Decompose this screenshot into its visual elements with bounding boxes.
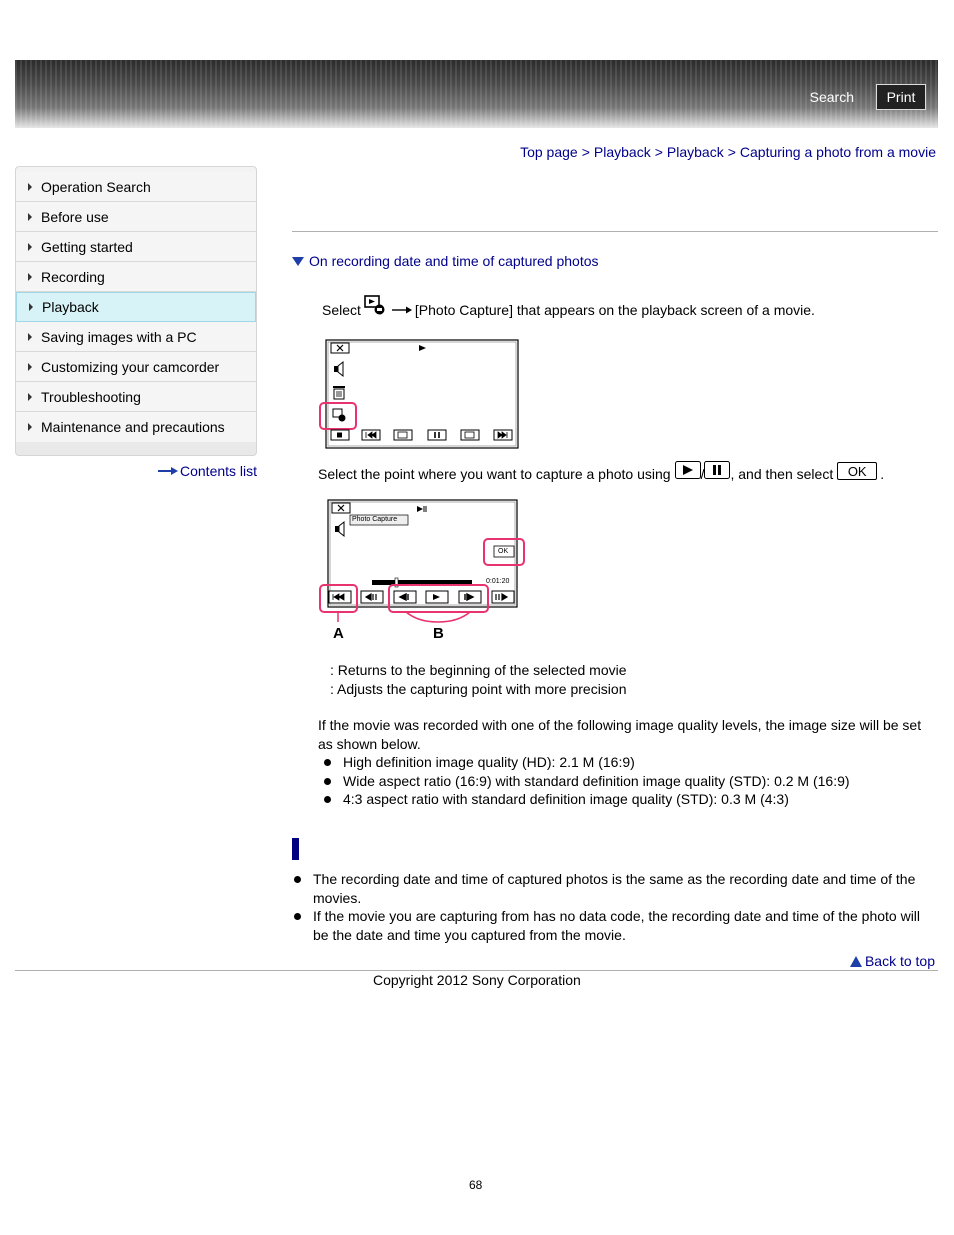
step-2-end: . [880,466,885,482]
time-readout: 0:01:20 [486,578,510,585]
step-1 [322,302,815,318]
list-item [294,870,924,907]
list-item-text: High definition image quality (HD): 2.1 M (16:9) [343,754,635,770]
triangle-right-icon [28,333,32,341]
search-link[interactable]: Search [809,89,854,105]
list-item [322,772,850,791]
breadcrumb-current[interactable]: Capturing a photo from a movie [739,144,936,160]
step-2-mid: , and then select [730,466,834,482]
footer-divider [15,970,938,971]
bullet-icon [324,759,331,766]
sidebar-item-troubleshooting[interactable] [16,382,256,412]
triangle-down-icon [292,257,304,266]
notes-list [294,870,924,944]
sidebar-item-operation-search[interactable] [16,172,256,202]
sidebar-item-label: Operation Search [41,178,151,195]
capture-screen-illustration [318,498,528,646]
sidebar-item-label: Before use [41,208,109,225]
ok-label: OK [498,548,509,555]
section-marker [292,838,299,860]
photo-capture-label: Photo Capture [352,516,398,523]
breadcrumb-top-page[interactable]: Top page [520,144,578,160]
sidebar-item-label: Maintenance and precautions [41,419,225,435]
anchor-link-recording-date[interactable] [292,253,599,269]
breadcrumb-separator: > [581,144,590,160]
label-a: A [333,625,344,642]
triangle-up-icon [850,956,862,967]
triangle-right-icon [28,363,32,371]
back-to-top-label: Back to top [864,953,935,969]
quality-list [322,753,850,809]
step-1-suffix: [Photo Capture] that appears on the playback screen of a movie. [414,302,815,318]
photo-capture-icon [364,294,386,316]
list-item-text: Wide aspect ratio (16:9) with standard definition image quality (STD): 0.2 M (16:9) [343,772,850,789]
bullet-icon [324,778,331,785]
sidebar-item-label: Saving images with a PC [41,328,197,345]
step-2-slash: / [700,466,705,482]
sidebar-item-maintenance[interactable] [16,412,256,442]
anchor-link-label: On recording date and time of captured photos [309,253,599,269]
pause-icon [704,461,730,479]
bullet-icon [294,913,301,920]
triangle-right-icon [28,183,32,191]
triangle-right-icon [28,273,32,281]
sidebar-nav [15,166,257,456]
list-item-text: 4:3 aspect ratio with standard definition image quality (STD): 0.3 M (4:3) [343,791,789,807]
sidebar-item-label: Customizing your camcorder [41,358,220,375]
sidebar-item-recording[interactable] [16,262,256,292]
bullet-icon [294,876,301,883]
print-button[interactable]: Print [876,84,926,110]
caption-a: : Returns to the beginning of the selected movie [330,662,627,678]
list-item [322,790,850,809]
header-bar [15,60,938,128]
copyright: Copyright 2012 Sony Corporation [373,972,581,988]
page-number: 68 [469,1178,483,1192]
bullet-icon [324,796,331,803]
sidebar-item-label: Getting started [41,238,133,255]
arrow-right-icon [158,467,178,475]
playback-screen-illustration [318,338,520,450]
breadcrumb-playback-2[interactable]: Playback [666,144,724,160]
contents-list-label: Contents list [180,463,258,479]
arrow-right-icon [392,305,412,315]
step-1-prefix: Select [322,302,361,318]
step-2-prefix: Select the point where you want to capture a photo using [318,466,671,482]
back-to-top-link[interactable] [850,953,935,969]
triangle-right-icon [28,423,32,431]
label-b: B [433,625,444,642]
breadcrumb [520,144,936,160]
caption-b: : Adjusts the capturing point with more precision [330,681,627,697]
step-2 [318,463,885,482]
triangle-right-icon [29,303,33,311]
triangle-right-icon [28,393,32,401]
sidebar-item-saving-images[interactable] [16,322,256,352]
sidebar-item-playback[interactable] [16,292,256,322]
breadcrumb-playback[interactable]: Playback [593,144,651,160]
sidebar-item-label: Troubleshooting [41,388,141,405]
breadcrumb-separator: > [727,144,736,160]
triangle-right-icon [28,213,32,221]
sidebar-item-customizing[interactable] [16,352,256,382]
list-item [322,753,850,772]
play-icon [675,461,701,479]
contents-list-link[interactable] [158,463,257,479]
sidebar-item-before-use[interactable] [16,202,256,232]
list-item [294,907,924,944]
sidebar-item-label: Playback [42,299,99,315]
quality-paragraph: If the movie was recorded with one of the following image quality levels, the image size will be set as shown below. [318,717,922,752]
sidebar-item-getting-started[interactable] [16,232,256,262]
list-item-text: If the movie you are capturing from has no data code, the recording date and time of the photo will be the date and time you captured from the movie. [313,908,921,943]
triangle-right-icon [28,243,32,251]
breadcrumb-separator: > [654,144,663,160]
sidebar-item-label: Recording [41,268,105,285]
list-item-text: The recording date and time of captured photos is the same as the recording date and time of the movies. [313,871,916,906]
title-divider [292,231,938,232]
ok-icon: OK [837,462,877,480]
